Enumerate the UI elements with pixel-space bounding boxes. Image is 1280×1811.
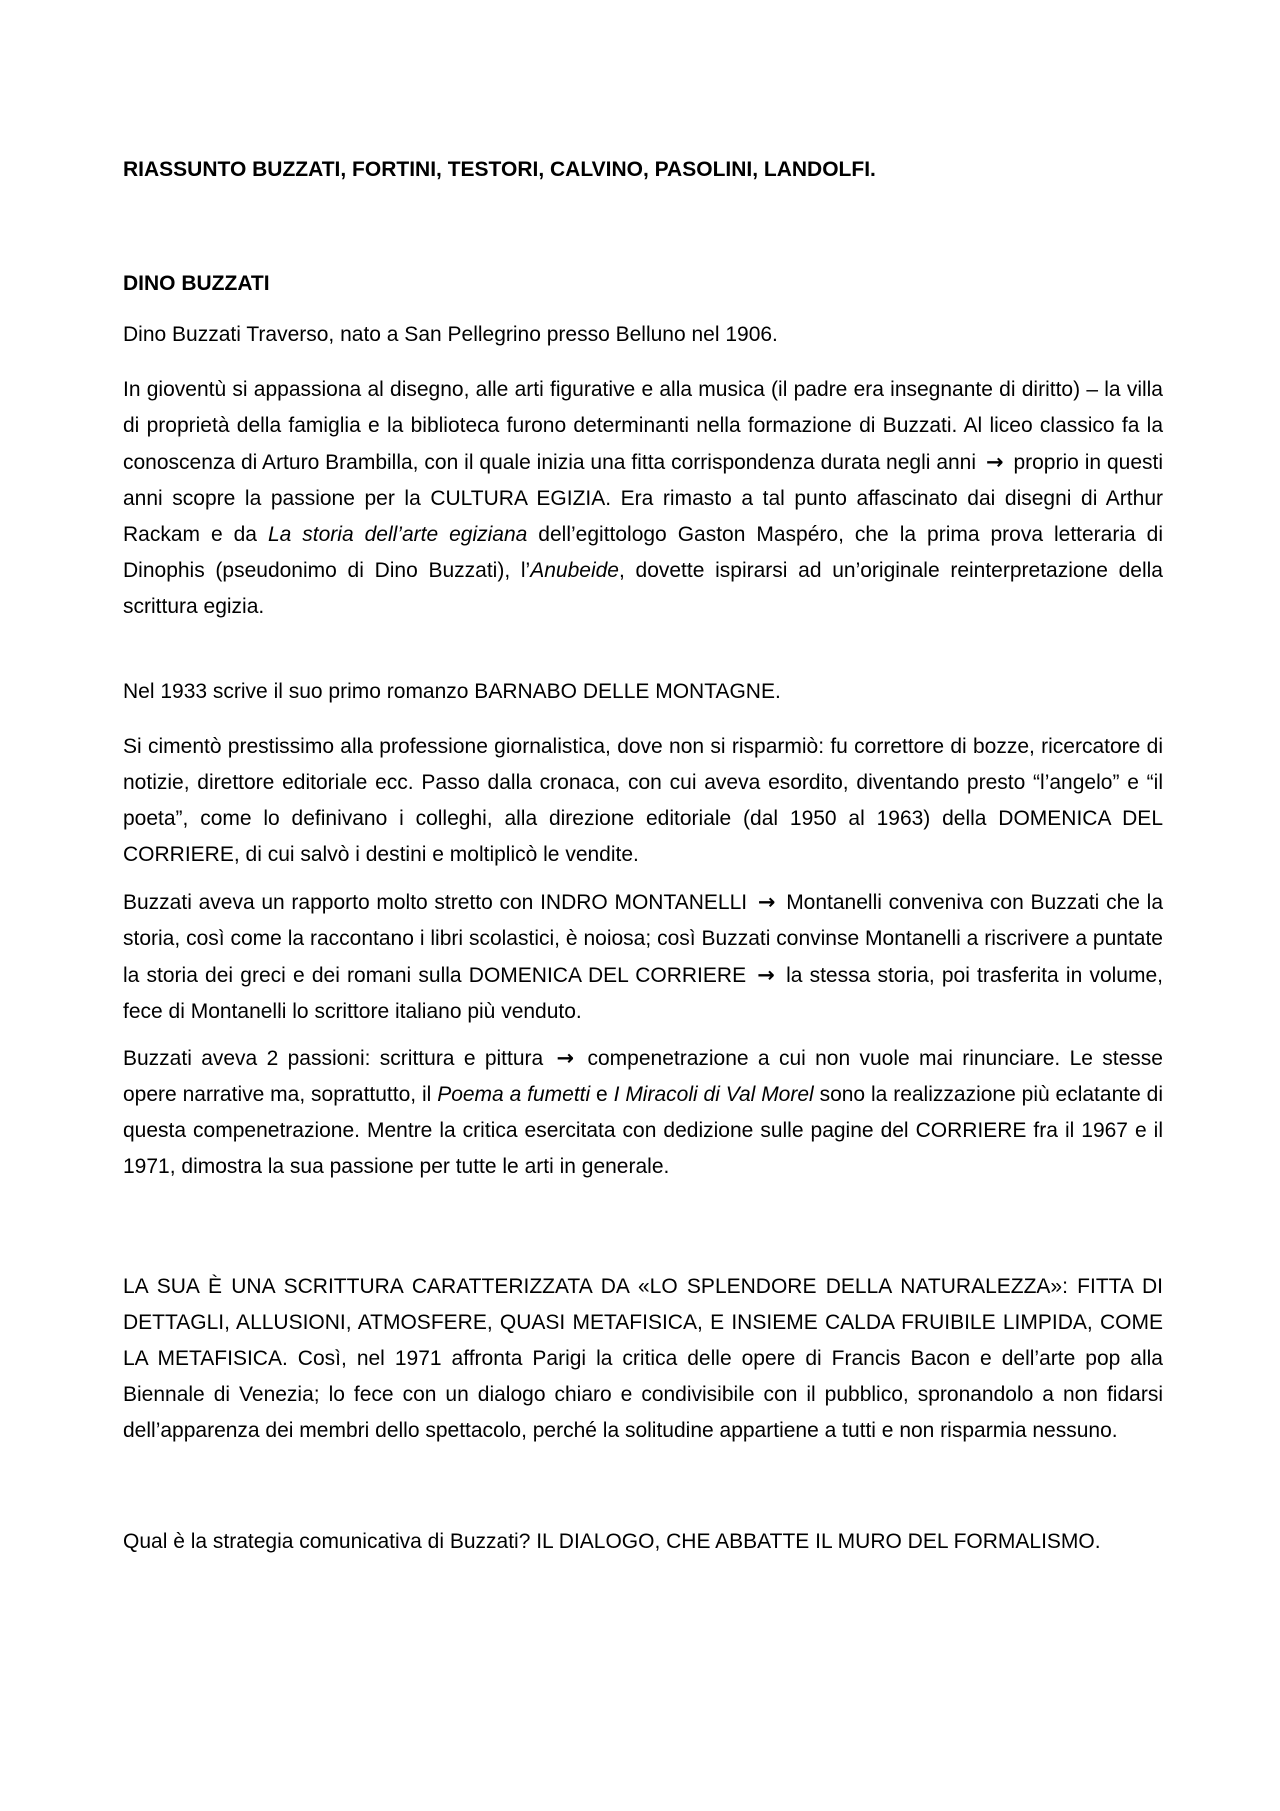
paragraph-text: Buzzati aveva un rapporto molto stretto con INDRO MONTANELLI bbox=[123, 891, 748, 914]
paragraph-text: sono la realizzazione più eclatante di questa compenetrazione. Mentre la critica esercitata con dedizione sulle pagine del CORRIERE fra il 1967 e il 1971, dimostra la sua passione per tutte le arti in generale. bbox=[123, 1083, 1163, 1178]
paragraph-youth bbox=[123, 372, 1163, 625]
arrow-right-icon: → bbox=[985, 450, 1004, 474]
paragraph-montanelli bbox=[123, 884, 1163, 1030]
paragraph-text: Buzzati aveva 2 passioni: scrittura e pittura bbox=[123, 1047, 544, 1070]
paragraph-text: proprio in questi anni scopre la passione per la CULTURA EGIZIA. Era rimasto a tal punto affascinato dai disegni di Arthur Rackam e da bbox=[123, 451, 1164, 546]
book-title: Anubeide bbox=[530, 559, 619, 582]
paragraph-strategy: Qual è la strategia comunicativa di Buzzati? IL DIALOGO, CHE ABBATTE IL MURO DEL FORMALISMO. bbox=[123, 1530, 1101, 1553]
paragraph-text: In gioventù si appassiona al disegno, alle arti figurative e alla musica (il padre era insegnante di diritto) – la villa di proprietà della famiglia e la biblioteca furono determinanti nella formazione di Buzzati. Al liceo classico fa la conoscenza di Arturo Brambilla, con il quale inizia una fitta corrispondenza durata negli anni bbox=[123, 378, 1163, 474]
book-title: La storia dell’arte egiziana bbox=[267, 523, 528, 546]
paragraph-passions bbox=[123, 1040, 1163, 1185]
book-title: I Miracoli di Val Morel bbox=[613, 1083, 814, 1106]
arrow-right-icon: → bbox=[556, 1046, 575, 1070]
book-title: Poema a fumetti bbox=[437, 1083, 591, 1106]
paragraph-first-novel: Nel 1933 scrive il suo primo romanzo BARNABO DELLE MONTAGNE. bbox=[123, 680, 781, 703]
paragraph-journalism: Si cimentò prestissimo alla professione giornalistica, dove non si risparmiò: fu correttore di bozze, ricercatore di notizie, direttore editoriale ecc. Passo dalla cronaca, con cui aveva esordito, diventando presto “l’angelo” e “il poeta”, come lo definivano i colleghi, alla direzione editoriale (dal 1950 al 1963) della DOMENICA DEL CORRIERE, di cui salvò i destini e moltiplicò le vendite. bbox=[123, 735, 1163, 866]
paragraph-text: compenetrazione a cui non vuole mai rinunciare. Le stesse opere narrative ma, soprattutto, il bbox=[123, 1047, 1163, 1106]
paragraph-writing-style: LA SUA È UNA SCRITTURA CARATTERIZZATA DA «LO SPLENDORE DELLA NATURALEZZA»: FITTA DI DETTAGLI, ALLUSIONI, ATMOSFERE, QUASI METAFISICA, E INSIEME CALDA FRUIBILE LIMPIDA, COME LA METAFISICA. Così, nel 1971 affronta Parigi la critica delle opere di Francis Bacon e dell’arte pop alla Biennale di Venezia; lo fece con un dialogo chiaro e condivisibile con il pubblico, spronandolo a non fidarsi dell’apparenza dei membri dello spettacolo, perché la solitudine appartiene a tutti e non risparmia nessuno. bbox=[123, 1275, 1163, 1442]
paragraph-text: la stessa storia, poi trasferita in volume, fece di Montanelli lo scrittore italiano più venduto. bbox=[123, 964, 1163, 1023]
paragraph-text: , dovette ispirarsi ad un’originale reinterpretazione della scrittura egizia. bbox=[123, 559, 1163, 618]
arrow-right-icon: → bbox=[757, 963, 775, 987]
paragraph-text: Montanelli conveniva con Buzzati che la storia, così come la raccontano i libri scolastici, è noiosa; così Buzzati convinse Montanelli a riscrivere a puntate la storia dei greci e dei romani sulla DOMENICA DEL CORRIERE bbox=[123, 891, 1163, 987]
section-heading: DINO BUZZATI bbox=[123, 272, 270, 295]
document-title: RIASSUNTO BUZZATI, FORTINI, TESTORI, CALVINO, PASOLINI, LANDOLFI. bbox=[123, 158, 876, 181]
document-page bbox=[123, 155, 1164, 1553]
paragraph-text: dell’egittologo Gaston Maspéro, che la prima prova letteraria di Dinophis (pseudonimo di Dino Buzzati), l’ bbox=[123, 523, 1164, 582]
arrow-right-icon: → bbox=[757, 890, 776, 914]
paragraph-birth: Dino Buzzati Traverso, nato a San Pellegrino presso Belluno nel 1906. bbox=[123, 323, 778, 346]
paragraph-text: e bbox=[590, 1083, 614, 1106]
